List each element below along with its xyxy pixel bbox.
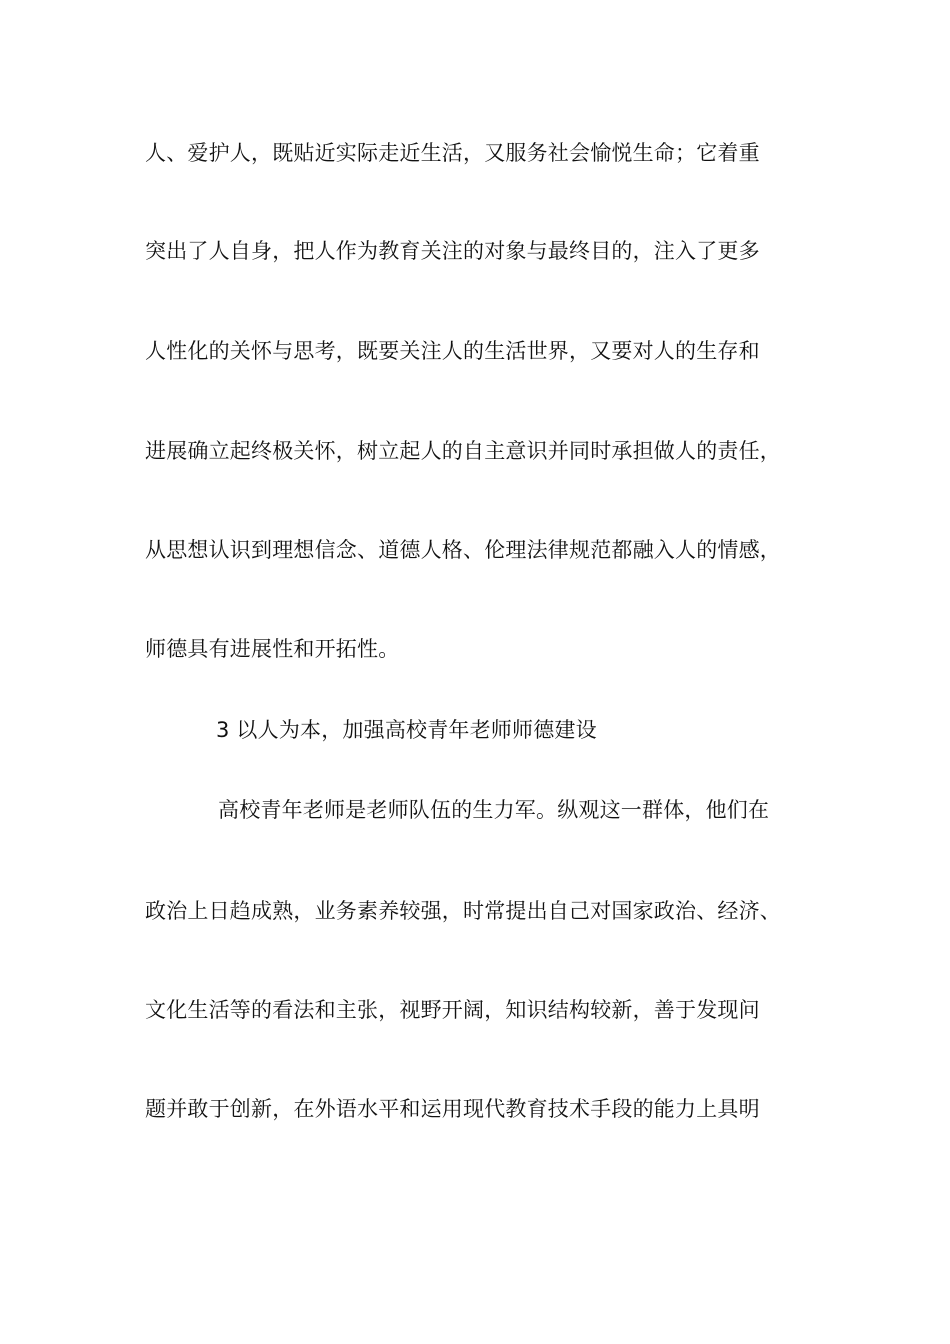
paragraph-line: 从思想认识到理想信念、道德人格、伦理法律规范都融入人的情感， (145, 538, 781, 562)
paragraph-line: 进展确立起终极关怀，树立起人的自主意识并同时承担做人的责任， (145, 439, 781, 463)
paragraph-line: 人、爱护人，既贴近实际走近生活，又服务社会愉悦生命；它着重 (145, 141, 760, 165)
paragraph-line: 师德具有进展性和开拓性。 (145, 637, 400, 661)
paragraph-line: 题并敢于创新，在外语水平和运用现代教育技术手段的能力上具明 (145, 1097, 760, 1121)
paragraph-line: 政治上日趋成熟，业务素养较强，时常提出自己对国家政治、经济、 (145, 899, 781, 923)
paragraph-line: 人性化的关怀与思考，既要关注人的生活世界，又要对人的生存和 (145, 339, 760, 363)
paragraph-line: 高校青年老师是老师队伍的生力军。纵观这一群体，他们在 (218, 798, 770, 822)
paragraph-line: 文化生活等的看法和主张，视野开阔，知识结构较新，善于发现问 (145, 998, 760, 1022)
section-heading: 3 以人为本，加强高校青年老师师德建设 (216, 718, 597, 742)
paragraph-line: 突出了人自身，把人作为教育关注的对象与最终目的，注入了更多 (145, 239, 760, 263)
